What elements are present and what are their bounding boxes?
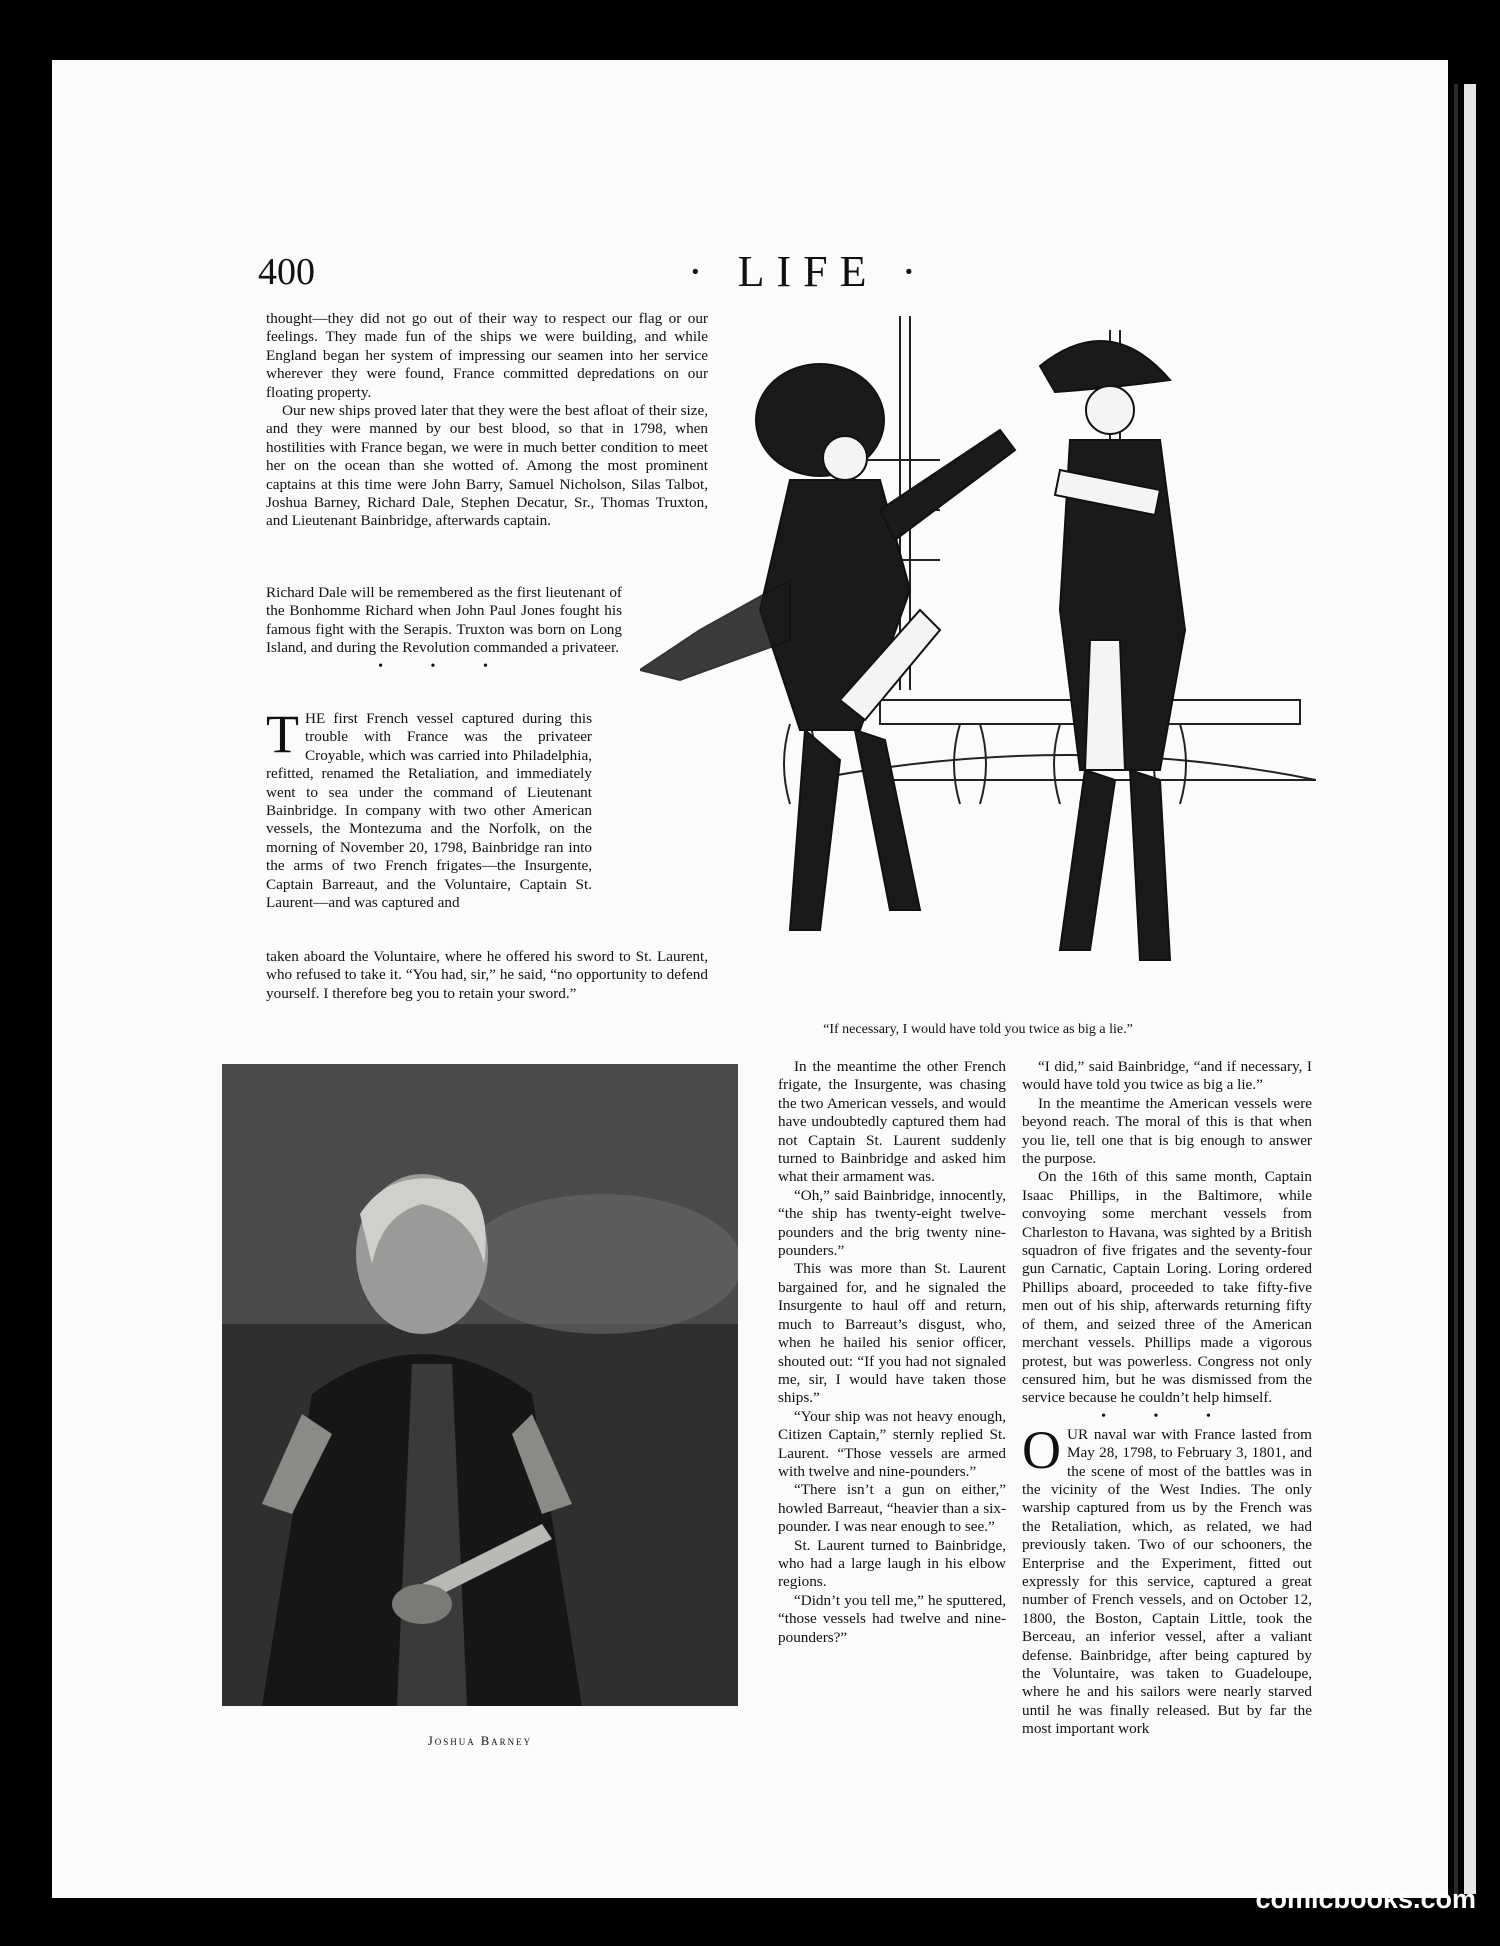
portrait-caption: Joshua Barney bbox=[427, 1734, 533, 1748]
duel-illustration bbox=[640, 310, 1316, 1006]
column1-text-lower bbox=[266, 704, 592, 912]
facing-page-strip bbox=[1464, 84, 1476, 1894]
column2-paragraph: In the meantime the other French frigate, the Insurgente, was chasing the two American vessels, and would have undoubtedly captured them had not Captain St. Laurent suddenly turned to Bainbridge and asked him what their armament was. bbox=[778, 1058, 1006, 1186]
page-number: 400 bbox=[258, 251, 315, 293]
column2-paragraph: This was more than St. Laurent bargained for, and he signaled the Insurgente to haul off and return, much to Barreaut’s disgust, who, when he hailed his senior officer, shouted out: “If you had not signaled me, sir, I would have taken those ships.” bbox=[778, 1260, 1006, 1407]
column3-paragraph-text: UR naval war with France lasted from May 28, 1798, to February 3, 1801, and the scene of most of the battles was in the vicinity of the West Indies. The only warship captured from us by the French was the Retaliation, which, as related, we had previously taken. Two of our schooners, the Enterprise and the Experiment, fitted out expressly for this service, captured a great number of French vessels, and on October 12, 1800, the Boston, Captain Little, took the Berceau, an inferior vessel, after a valiant defense. Bainbridge, after being captured by the Voluntaire, was taken to Guadeloupe, where he and his sailors were nearly starved until he was finally released. But by far the most important work bbox=[1022, 1425, 1312, 1738]
column2-paragraph: “There isn’t a gun on either,” howled Barreaut, “heavier than a six-pounder. I was near enough to see.” bbox=[778, 1481, 1006, 1536]
paragraph-3-text: HE first French vessel captured during this trouble with France was the privateer Croyable, which was carried into Philadelphia, refitted, renamed the Retaliation, and immediately went to sea under the command of Lieutenant Bainbridge. In company with two other American vessels, the Montezuma and the Norfolk, on the morning of November 20, 1798, Bainbridge ran into the arms of two French frigates—the Insurgente, Captain Barreaut, and the Voluntaire, Captain St. Laurent—and was captured and bbox=[266, 710, 592, 912]
column2-paragraph: St. Laurent turned to Bainbridge, who had a large laugh in his elbow regions. bbox=[778, 1536, 1006, 1591]
portrait-image bbox=[222, 1064, 738, 1706]
column1-text-middle bbox=[266, 584, 622, 676]
paragraph-1: thought—they did not go out of their way to respect our flag or our feelings. They made fun of the ships we were building, and while England began her system of impressing our seamen into her service wherever they were found, France committed depredations on our floating property. bbox=[266, 310, 708, 401]
column2-paragraph: “Your ship was not heavy enough, Citizen Captain,” sternly replied St. Laurent. “Those vessels are armed with twelve and nine-pounders.” bbox=[778, 1407, 1006, 1480]
paragraph-3-end: taken aboard the Voluntaire, where he offered his sword to St. Laurent, who refused to take it. “You had, sir,” he said, “no opportunity to defend yourself. I therefore beg you to retain your sword.” bbox=[266, 948, 708, 1002]
column2-paragraph: “Didn’t you tell me,” he sputtered, “those vessels had twelve and nine-pounders?” bbox=[778, 1591, 1006, 1646]
section-divider: • • • bbox=[1101, 1408, 1233, 1424]
column3-paragraph-dropcap bbox=[1022, 1419, 1312, 1739]
column3-paragraph: “I did,” said Bainbridge, “and if necessary, I would have told you twice as big a lie.” bbox=[1022, 1058, 1312, 1094]
left-figure bbox=[640, 364, 1015, 930]
paragraph-2-end: Richard Dale will be remembered as the first lieutenant of the Bonhomme Richard when John Paul Jones fought his famous fight with the Serapis. Truxton was born on Long Island, and during the Revolution commanded a privateer. bbox=[266, 584, 622, 657]
section-divider: • • • bbox=[378, 658, 510, 674]
column2-text bbox=[778, 1058, 1006, 1647]
column3-paragraph: On the 16th of this same month, Captain Isaac Phillips, in the Baltimore, while convoying some merchant vessels from Charleston to Havana, was sighted by a British squadron of five frigates and the seventy-four gun Carnatic, Captain Loring. Loring ordered Phillips aboard, proceeded to take fifty-five men out of his ship, afterwards returning fifty of them, and seized three of the American merchant vessels. Phillips made a vigorous protest, but was powerless. Congress not only censured him, but he was dismissed from the service because he couldn’t help himself. bbox=[1022, 1168, 1312, 1407]
masthead-title: · LIFE · bbox=[688, 247, 929, 296]
column3-paragraph: In the meantime the American vessels were beyond reach. The moral of this is that when you lie, tell one that is big enough to answer the purpose. bbox=[1022, 1094, 1312, 1168]
column3-text bbox=[1022, 1058, 1312, 1739]
paragraph-3 bbox=[266, 704, 592, 912]
watermark: comicbooks.com bbox=[1255, 1884, 1476, 1914]
scan-edge-line bbox=[1454, 84, 1458, 1894]
right-figure bbox=[1040, 341, 1185, 960]
illustration-caption: “If necessary, I would have told you twice as big a lie.” bbox=[823, 1022, 1133, 1037]
paragraph-2-start: Our new ships proved later that they were the best afloat of their size, and they were manned by our best blood, so that in 1798, when hostilities with France began, we were in much better condition to meet her on the ocean than she wotted of. Among the most prominent captains at this time were John Barry, Samuel Nicholson, Silas Talbot, Joshua Barney, Richard Dale, Stephen Decatur, Sr., Thomas Truxton, and Lieutenant Bainbridge, afterwards captain. bbox=[266, 402, 708, 530]
drop-cap: T bbox=[266, 704, 299, 764]
column2-paragraph: “Oh,” said Bainbridge, innocently, “the ship has twenty-eight twelve-pounders and the brig twenty nine-pounders.” bbox=[778, 1186, 1006, 1260]
drop-cap: O bbox=[1022, 1419, 1061, 1480]
